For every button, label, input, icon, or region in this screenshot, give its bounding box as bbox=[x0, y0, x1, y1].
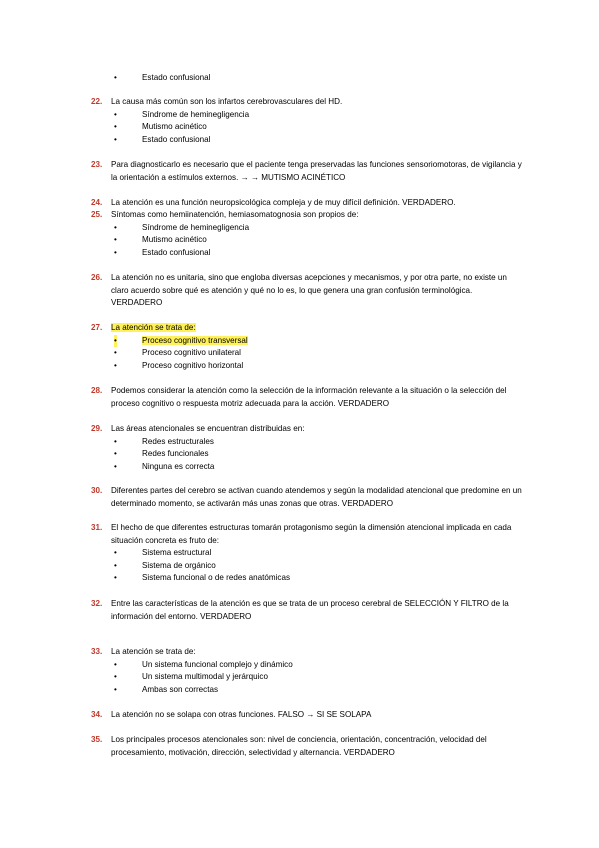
bullet-icon: • bbox=[114, 659, 117, 669]
question-text: La atención se trata de: bbox=[111, 647, 196, 656]
question-number: 32. bbox=[91, 599, 103, 608]
question-35 bbox=[93, 734, 523, 759]
options-list bbox=[93, 335, 523, 373]
question-number: 34. bbox=[91, 710, 103, 719]
list-item: • Sistema estructural bbox=[114, 547, 523, 560]
bullet-icon: • bbox=[114, 73, 117, 82]
bullet-icon: • bbox=[114, 548, 117, 558]
question-34 bbox=[93, 709, 523, 722]
list-item: • Redes estructurales bbox=[114, 436, 523, 449]
bullet-icon: • bbox=[114, 335, 117, 348]
question-number: 25. bbox=[91, 210, 103, 219]
list-item: • Redes funcionales bbox=[114, 448, 523, 461]
question-31 bbox=[93, 522, 523, 585]
question-30 bbox=[93, 485, 523, 510]
list-item: • Proceso cognitivo horizontal bbox=[114, 360, 523, 373]
bullet-icon: • bbox=[114, 222, 117, 232]
options-list bbox=[93, 547, 523, 585]
list-item: • Estado confusional bbox=[114, 247, 523, 260]
question-text: El hecho de que diferentes estructuras tomarán protagonismo según la dimensión atencional implicada en cada situación concreta es fruto de: bbox=[111, 523, 512, 545]
list-item: • Ambas son correctas bbox=[114, 684, 523, 697]
question-number: 29. bbox=[91, 424, 103, 433]
list-item: • Sistema de orgánico bbox=[114, 560, 523, 573]
bullet-icon: • bbox=[114, 348, 117, 358]
question-32 bbox=[93, 598, 523, 623]
list-item: • Síndrome de heminegligencia bbox=[114, 222, 523, 235]
bullet-icon: • bbox=[114, 235, 117, 245]
question-33 bbox=[93, 646, 523, 696]
list-item: • Proceso cognitivo unilateral bbox=[114, 347, 523, 360]
top-list bbox=[93, 72, 523, 85]
list-item: • Síndrome de heminegligencia bbox=[114, 109, 523, 122]
options-list bbox=[93, 222, 523, 260]
bullet-icon: • bbox=[114, 560, 117, 570]
list-item: • Ninguna es correcta bbox=[114, 461, 523, 474]
question-text: Los principales procesos atencionales son: nivel de conciencia, orientación, concentración, velocidad del procesamiento, motivación, dirección, selectividad y alternancia. VERDADERO bbox=[111, 735, 487, 757]
question-text: Entre las características de la atención es que se trata de un proceso cerebral de SELECCIÓN Y FILTRO de la información del entorno. VERDADERO bbox=[111, 599, 509, 621]
question-number: 26. bbox=[91, 273, 103, 282]
question-number: 35. bbox=[91, 735, 103, 744]
question-28 bbox=[93, 385, 523, 410]
list-item: • Un sistema funcional complejo y dinámico bbox=[114, 659, 523, 672]
question-27 bbox=[93, 322, 523, 372]
bullet-icon: • bbox=[114, 360, 117, 370]
question-number: 23. bbox=[91, 160, 103, 169]
question-text: Podemos considerar la atención como la selección de la información relevante a la situación o la selección del proceso cognitivo o respuesta motriz adecuada para la acción. VERDADERO bbox=[111, 386, 507, 408]
question-number: 33. bbox=[91, 647, 103, 656]
question-number: 24. bbox=[91, 198, 103, 207]
question-number: 22. bbox=[91, 97, 103, 106]
question-23 bbox=[93, 159, 523, 184]
question-24 bbox=[93, 197, 523, 210]
bullet-icon: • bbox=[114, 436, 117, 446]
question-26 bbox=[93, 272, 523, 310]
list-item: • Sistema funcional o de redes anatómicas bbox=[114, 572, 523, 585]
question-number: 30. bbox=[91, 486, 103, 495]
options-list bbox=[93, 436, 523, 474]
list-item: • Mutismo acinético bbox=[114, 121, 523, 134]
question-text: Las áreas atencionales se encuentran distribuidas en: bbox=[111, 424, 305, 433]
list-item: • Un sistema multimodal y jerárquico bbox=[114, 671, 523, 684]
list-item: • Mutismo acinético bbox=[114, 234, 523, 247]
question-text: La atención se trata de: bbox=[111, 323, 196, 332]
question-number: 28. bbox=[91, 386, 103, 395]
list-item: • Estado confusional bbox=[114, 72, 523, 85]
bullet-icon: • bbox=[114, 573, 117, 583]
question-29 bbox=[93, 423, 523, 473]
bullet-icon: • bbox=[114, 684, 117, 694]
question-25 bbox=[93, 209, 523, 259]
question-text: Para diagnosticarlo es necesario que el paciente tenga preservadas las funciones sensoriomotoras, de vigilancia y la orientación a estímulos externos. → → MUTISMO ACINÉTICO bbox=[111, 160, 522, 182]
bullet-icon: • bbox=[114, 134, 117, 144]
bullet-icon: • bbox=[114, 122, 117, 132]
question-text: Diferentes partes del cerebro se activan cuando atendemos y según la modalidad atencional que predomine en un determinado momento, se activarán más unas zonas que otras. VERDADERO bbox=[111, 486, 522, 508]
question-22 bbox=[93, 96, 523, 146]
question-text: La causa más común son los infartos cerebrovasculares del HD. bbox=[111, 97, 343, 106]
question-number: 27. bbox=[91, 323, 103, 332]
options-list bbox=[93, 659, 523, 697]
question-number: 31. bbox=[91, 523, 103, 532]
bullet-icon: • bbox=[114, 449, 117, 459]
question-text: Síntomas como hemiinatención, hemiasomatognosia son propios de: bbox=[111, 210, 359, 219]
bullet-icon: • bbox=[114, 461, 117, 471]
list-item: • Estado confusional bbox=[114, 134, 523, 147]
question-text: La atención no se solapa con otras funciones. FALSO → SI SE SOLAPA bbox=[111, 710, 372, 719]
question-text: La atención es una función neuropsicológica compleja y de muy difícil definición. VERDADERO. bbox=[111, 198, 456, 207]
bullet-icon: • bbox=[114, 109, 117, 119]
bullet-icon: • bbox=[114, 672, 117, 682]
question-text: La atención no es unitaria, sino que engloba diversas acepciones y mecanismos, y por otra parte, no existe un claro acuerdo sobre qué es atención y qué no lo es, lo que genera una gran confusión terminológica. VERDADERO bbox=[111, 273, 507, 308]
bullet-icon: • bbox=[114, 247, 117, 257]
list-item-highlighted: • Proceso cognitivo transversal bbox=[114, 335, 523, 348]
options-list bbox=[93, 109, 523, 147]
